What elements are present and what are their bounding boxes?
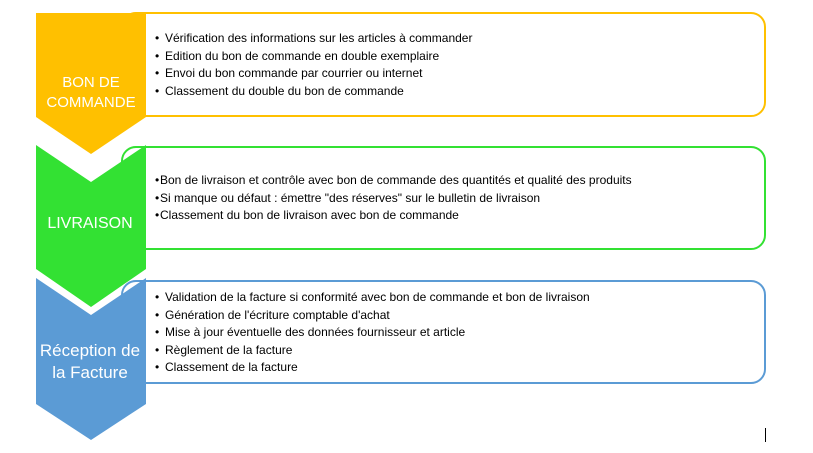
- stage-3-title-line-2: la Facture: [52, 363, 128, 382]
- list-item: [155, 48, 472, 66]
- bullet-icon: •: [155, 31, 160, 45]
- stage-2-bullet-list: [155, 172, 632, 225]
- stage-1-bullet-list: [155, 30, 472, 100]
- list-item: [155, 190, 632, 208]
- list-item-text: Génération de l'écriture comptable d'achat: [165, 307, 390, 322]
- bullet-icon: •: [155, 190, 160, 205]
- text-cursor: [765, 428, 766, 442]
- list-item-text: Si manque ou défaut : émettre "des réserves" sur le bulletin de livraison: [160, 190, 541, 205]
- list-item-text: Bon de livraison et contrôle avec bon de commande des quantités et qualité des produits: [160, 173, 632, 187]
- list-item: [155, 83, 472, 101]
- list-item-text: Envoi du bon commande par courrier ou internet: [165, 66, 423, 80]
- bullet-icon: •: [155, 208, 160, 222]
- stage-3-title-line-1: Réception de: [39, 341, 141, 360]
- bullet-icon: •: [155, 173, 160, 187]
- list-item: [155, 172, 632, 190]
- list-item-text: Règlement de la facture: [165, 342, 293, 357]
- stage-1-title: [36, 73, 146, 113]
- list-item: [155, 307, 590, 325]
- bullet-icon: •: [155, 48, 160, 63]
- list-item: [155, 30, 472, 48]
- list-item-text: Classement du double du bon de commande: [165, 83, 404, 98]
- list-item: [155, 342, 590, 360]
- list-item-text: Vérification des informations sur les articles à commander: [165, 31, 473, 45]
- bullet-icon: •: [155, 360, 160, 374]
- stage-3-bullet-list: [155, 289, 590, 377]
- list-item: [155, 207, 632, 225]
- bullet-icon: •: [155, 342, 160, 357]
- list-item: [155, 289, 590, 307]
- list-item: [155, 324, 590, 342]
- bullet-icon: •: [155, 307, 160, 322]
- list-item-text: Classement du bon de livraison avec bon de commande: [160, 208, 459, 222]
- bullet-icon: •: [155, 66, 160, 80]
- stage-1-title-line-1: BON DE: [62, 74, 120, 91]
- bullet-icon: •: [155, 325, 160, 339]
- stage-3-title: [30, 340, 150, 384]
- list-item: [155, 359, 590, 377]
- stage-1-title-line-2: COMMANDE: [46, 94, 136, 111]
- list-item: [155, 65, 472, 83]
- stage-2-title-line-1: LIVRAISON: [47, 215, 133, 232]
- bullet-icon: •: [155, 290, 160, 304]
- bullet-icon: •: [155, 83, 160, 98]
- stage-2-title: [34, 214, 146, 234]
- list-item-text: Mise à jour éventuelle des données fournisseur et article: [165, 325, 466, 339]
- list-item-text: Validation de la facture si conformité avec bon de commande et bon de livraison: [165, 290, 590, 304]
- list-item-text: Edition du bon de commande en double exemplaire: [165, 48, 440, 63]
- list-item-text: Classement de la facture: [165, 360, 298, 374]
